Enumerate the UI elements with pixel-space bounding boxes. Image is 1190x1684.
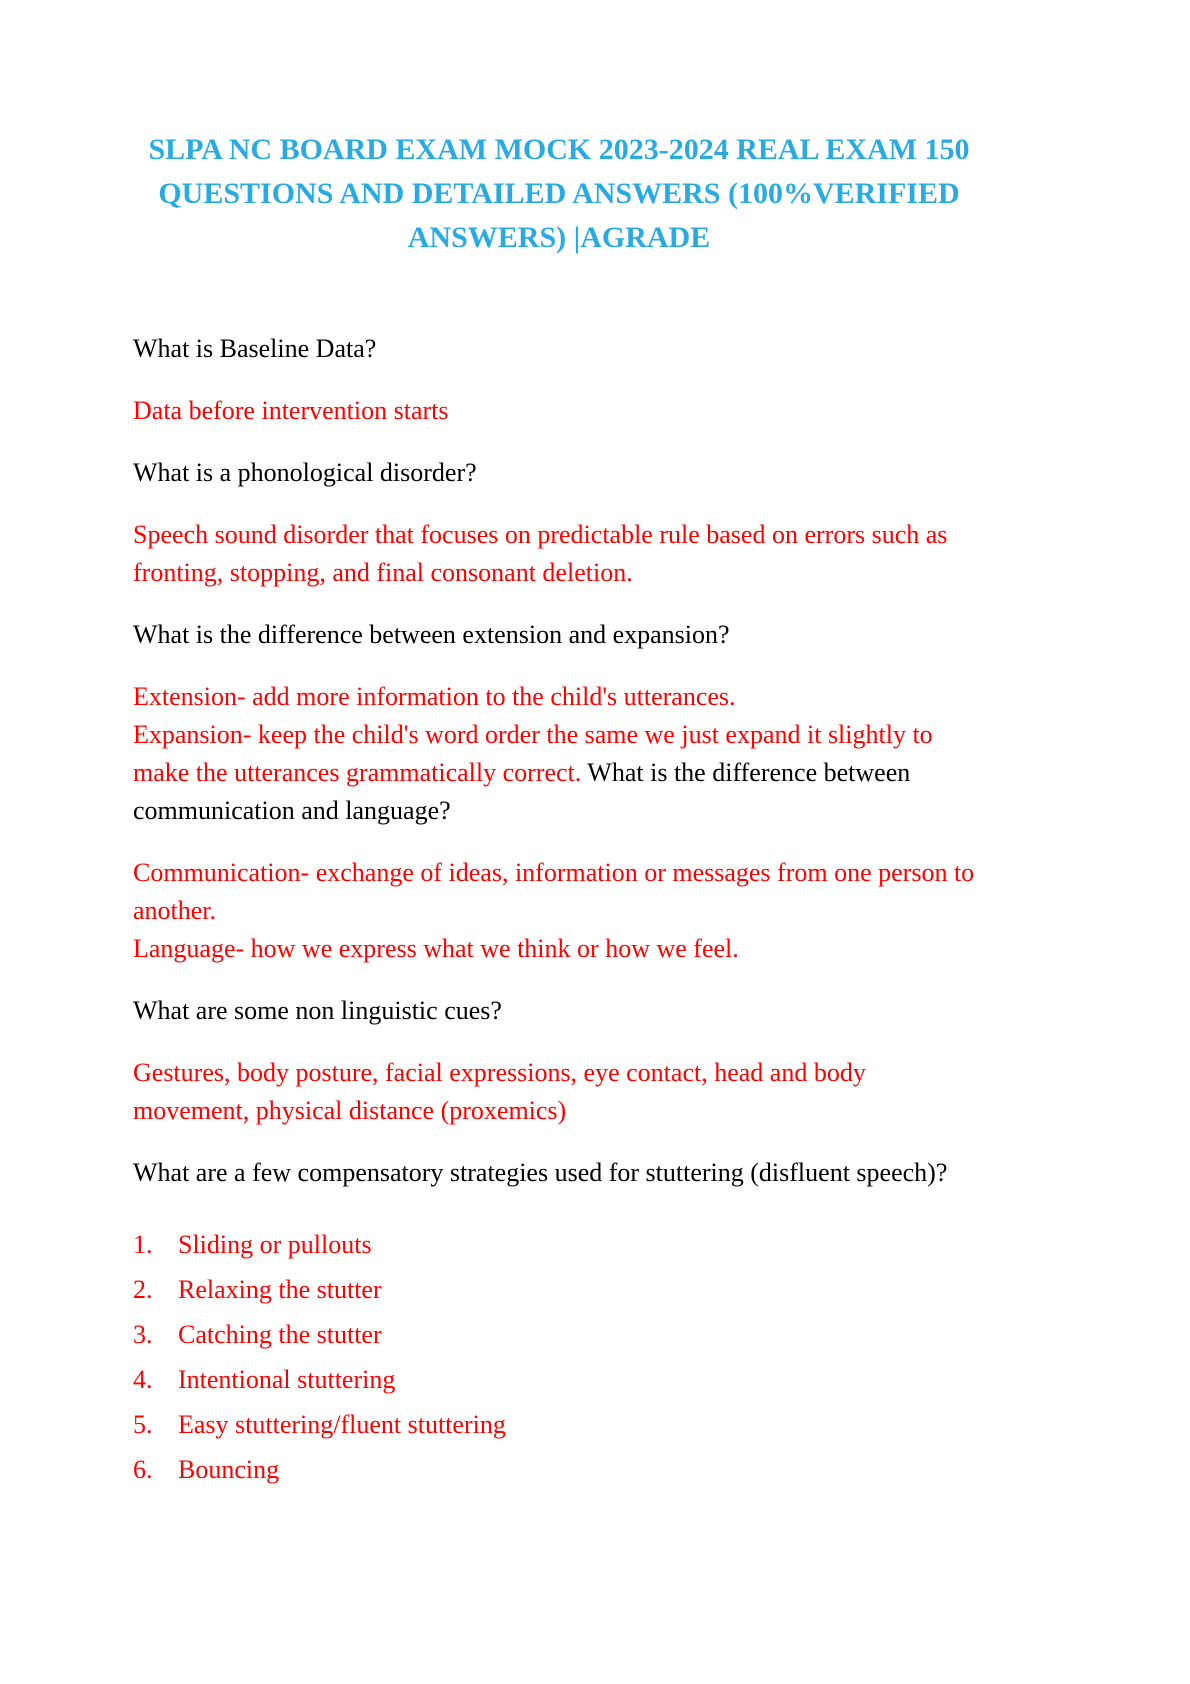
list-item-text: Intentional stuttering (178, 1365, 396, 1394)
list-item (133, 1316, 985, 1354)
list-item-number: 4. (133, 1365, 153, 1394)
answer-expansion-text: Expansion- keep the child's word order the same we just expand it slightly to make the utterances grammatically correct. (133, 720, 933, 787)
list-item-number: 1. (133, 1230, 153, 1259)
answer-baseline-data: Data before intervention starts (133, 396, 449, 425)
list-item (133, 1451, 985, 1489)
document-title (133, 128, 985, 260)
answer-communication-part: Communication- exchange of ideas, information or messages from one person to another. (133, 858, 975, 925)
list-item-text: Easy stuttering/fluent stuttering (178, 1410, 506, 1439)
title-line-2: QUESTIONS AND DETAILED ANSWERS (100%VERIFIED (158, 177, 960, 210)
answer-phonological-disorder: Speech sound disorder that focuses on predictable rule based on errors such as fronting, stopping, and final consonant deletion. (133, 520, 948, 587)
list-item-number: 3. (133, 1320, 153, 1349)
answer-extension-expansion-with-next-question (133, 678, 985, 830)
answer-extension-line: Extension- add more information to the child's utterances. (133, 682, 736, 711)
list-item (133, 1406, 985, 1444)
question-phonological-disorder: What is a phonological disorder? (133, 458, 477, 487)
list-item (133, 1271, 985, 1309)
question-extension-expansion: What is the difference between extension and expansion? (133, 620, 730, 649)
list-item-text: Relaxing the stutter (178, 1275, 382, 1304)
list-item-number: 5. (133, 1410, 153, 1439)
list-item-number: 6. (133, 1455, 153, 1484)
question-non-linguistic-cues: What are some non linguistic cues? (133, 996, 502, 1025)
list-item-text: Bouncing (178, 1455, 280, 1484)
answer-list-compensatory-strategies (133, 1226, 985, 1489)
list-item-number: 2. (133, 1275, 153, 1304)
title-line-3: ANSWERS) |AGRADE (407, 221, 711, 254)
list-item-text: Catching the stutter (178, 1320, 382, 1349)
list-item (133, 1226, 985, 1264)
question-communication-language: What is the difference between communication and language? (133, 758, 911, 825)
question-baseline-data: What is Baseline Data? (133, 334, 377, 363)
list-item (133, 1361, 985, 1399)
title-line-1: SLPA NC BOARD EXAM MOCK 2023-2024 REAL EXAM 150 (148, 133, 970, 166)
answer-non-linguistic-cues: Gestures, body posture, facial expressions, eye contact, head and body movement, physical distance (proxemics) (133, 1058, 866, 1125)
question-compensatory-strategies: What are a few compensatory strategies used for stuttering (disfluent speech)? (133, 1158, 948, 1187)
answer-communication-language (133, 854, 985, 968)
list-item-text: Sliding or pullouts (178, 1230, 372, 1259)
answer-language-part: Language- how we express what we think or how we feel. (133, 934, 739, 963)
